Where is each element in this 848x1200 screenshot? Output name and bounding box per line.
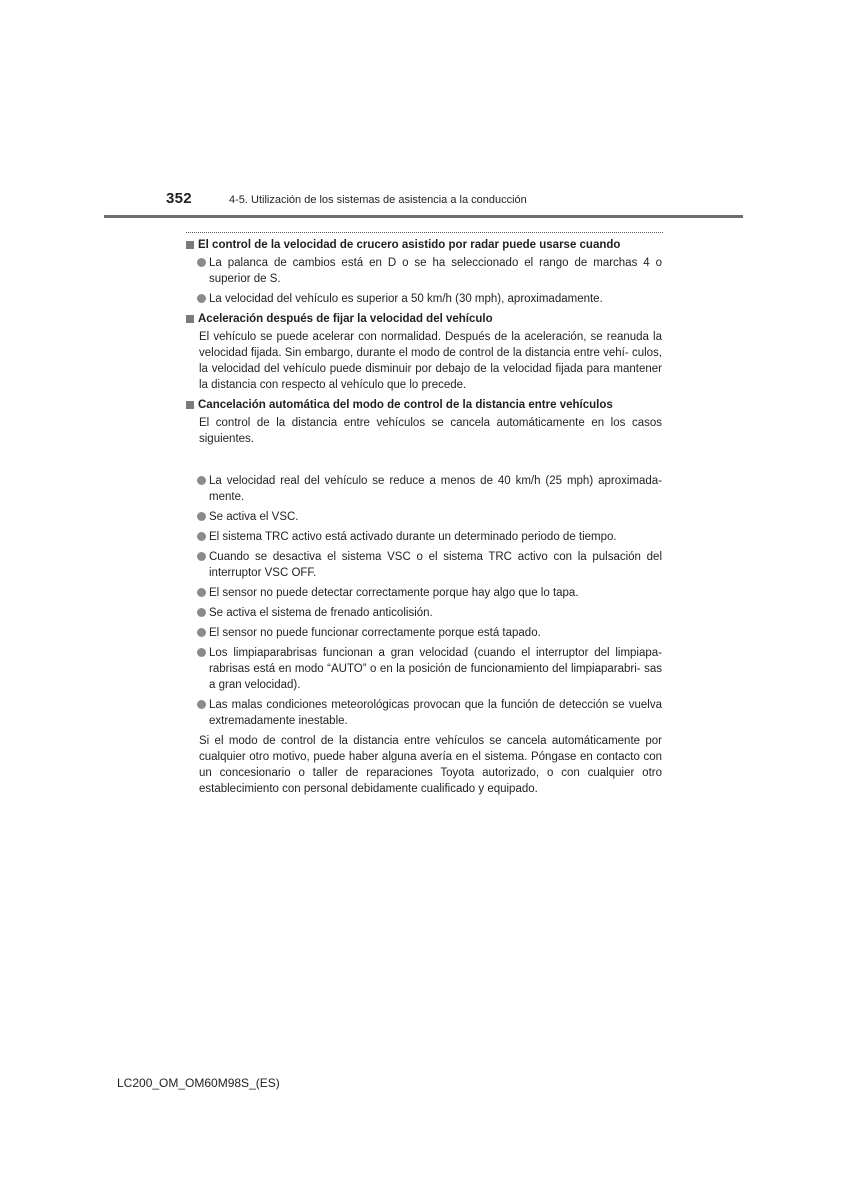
list-item bbox=[197, 605, 662, 621]
list-item bbox=[197, 697, 662, 729]
heading-text: El control de la velocidad de crucero asistido por radar puede usarse cuando bbox=[198, 239, 621, 251]
round-bullet-icon bbox=[197, 588, 206, 597]
round-bullet-icon bbox=[197, 628, 206, 637]
section-radar-cruise-conditions bbox=[186, 237, 662, 307]
paragraph: El vehículo se puede acelerar con normalidad. Después de la aceleración, se reanuda la velocidad fijada. Sin embargo, durante el modo de control de la distancia entre vehí- culos, la velocidad del vehículo puede disminuir por debajo de la velocidad fijada para mantener la distancia con respecto al vehículo que lo precede. bbox=[199, 331, 662, 391]
square-bullet-icon bbox=[186, 315, 194, 323]
page-number: 352 bbox=[166, 190, 192, 207]
round-bullet-icon bbox=[197, 258, 206, 267]
square-bullet-icon bbox=[186, 241, 194, 249]
list-item-text: La velocidad real del vehículo se reduce a menos de 40 km/h (25 mph) aproximada- mente. bbox=[209, 475, 662, 503]
section-title: 4-5. Utilización de los sistemas de asistencia a la conducción bbox=[229, 194, 527, 206]
list-item-text: El sistema TRC activo está activado durante un determinado periodo de tiempo. bbox=[209, 531, 617, 543]
round-bullet-icon bbox=[197, 476, 206, 485]
heading-text: Aceleración después de fijar la velocidad del vehículo bbox=[198, 313, 493, 325]
list-item bbox=[197, 645, 662, 693]
list-item-text: Los limpiaparabrisas funcionan a gran velocidad (cuando el interruptor del limpiapa- rabrisas está en modo “AUTO” o en la posición de funcionamiento del limpiaparabri- sas a gran velocidad). bbox=[209, 647, 662, 691]
page-header bbox=[0, 190, 848, 220]
round-bullet-icon bbox=[197, 700, 206, 709]
round-bullet-icon bbox=[197, 648, 206, 657]
list-item-text: La palanca de cambios está en D o se ha seleccionado el rango de marchas 4 o superior de S. bbox=[209, 257, 662, 285]
paragraph: El control de la distancia entre vehículos se cancela automáticamente en los casos siguientes. bbox=[199, 417, 662, 445]
list-item bbox=[197, 529, 662, 545]
page-content bbox=[186, 237, 662, 801]
list-item-text: La velocidad del vehículo es superior a 50 km/h (30 mph), aproximadamente. bbox=[209, 293, 603, 305]
list-item bbox=[197, 291, 662, 307]
round-bullet-icon bbox=[197, 552, 206, 561]
closing-paragraph: Si el modo de control de la distancia entre vehículos se cancela automáticamente por cualquier otro motivo, puede haber alguna avería en el sistema. Póngase en contacto con un concesionario o taller de reparaciones Toyota autorizado, o con cualquier otro establecimiento con personal debidamente cualificado y equipado. bbox=[199, 735, 662, 795]
list-item bbox=[197, 549, 662, 581]
list-item-text: Se activa el VSC. bbox=[209, 511, 299, 523]
round-bullet-icon bbox=[197, 532, 206, 541]
heading-text: Cancelación automática del modo de control de la distancia entre vehículos bbox=[198, 399, 613, 411]
header-rule bbox=[104, 215, 743, 218]
section-heading bbox=[186, 237, 662, 253]
list-item-text: Las malas condiciones meteorológicas provocan que la función de detección se vuelva extremadamente inestable. bbox=[209, 699, 662, 727]
section-heading bbox=[186, 397, 662, 413]
list-item bbox=[197, 509, 662, 525]
list-item bbox=[197, 585, 662, 601]
round-bullet-icon bbox=[197, 294, 206, 303]
section-acceleration bbox=[186, 311, 662, 393]
list-item-text: El sensor no puede detectar correctamente porque hay algo que lo tapa. bbox=[209, 587, 579, 599]
round-bullet-icon bbox=[197, 608, 206, 617]
list-item bbox=[197, 473, 662, 505]
list-item-text: El sensor no puede funcionar correctamente porque está tapado. bbox=[209, 627, 541, 639]
section-automatic-cancellation bbox=[186, 397, 662, 797]
section-heading bbox=[186, 311, 662, 327]
list-item-text: Se activa el sistema de frenado anticolisión. bbox=[209, 607, 433, 619]
square-bullet-icon bbox=[186, 401, 194, 409]
list-item bbox=[197, 255, 662, 287]
list-item bbox=[197, 625, 662, 641]
list-item-text: Cuando se desactiva el sistema VSC o el sistema TRC activo con la pulsación del interruptor VSC OFF. bbox=[209, 551, 662, 579]
dotted-divider bbox=[186, 232, 663, 233]
footer-document-code: LC200_OM_OM60M98S_(ES) bbox=[117, 1076, 280, 1090]
round-bullet-icon bbox=[197, 512, 206, 521]
